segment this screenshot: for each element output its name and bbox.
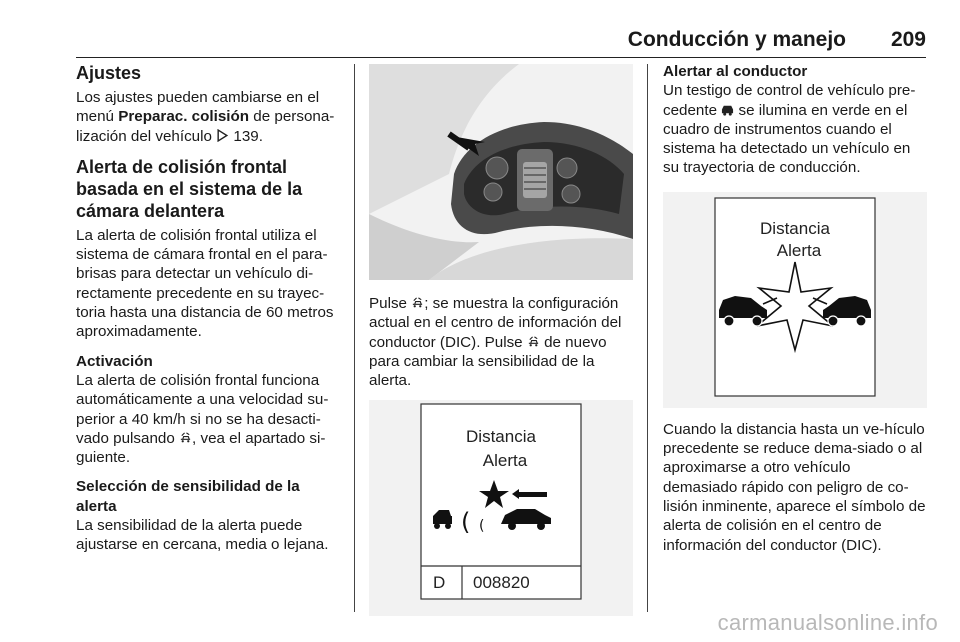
steering-wheel-illustration — [369, 64, 633, 280]
section-title: Conducción y manejo — [627, 28, 846, 51]
text-run: de nuevo para cambiar la sensibilidad de la alerta. — [369, 333, 607, 390]
menu-name: Preparac. colisión — [118, 108, 250, 126]
vehicle-ahead-icon — [721, 103, 734, 116]
heading-frontal-collision: Alerta de colisión frontal basada en el sistema de la cámara delantera — [76, 156, 303, 221]
text-run: ; se muestra la configuración actual en el centro de información del conductor (DIC). Pulse — [369, 295, 622, 351]
header-rule — [76, 57, 926, 58]
sensitivity-bar-1: ( — [461, 508, 471, 537]
heading-activation: Activación — [76, 352, 153, 370]
text-run: de persona-lización del vehículo — [76, 108, 335, 145]
paragraph-sensitivity: La sensibilidad de la alerta puede ajustarse en cercana, media o lejana. — [76, 517, 329, 554]
collision-alert-button-icon — [179, 431, 192, 444]
watermark: carmanualsonline.info — [717, 610, 938, 635]
paragraph-activation — [76, 371, 344, 467]
display-title-line-1: Distancia — [760, 218, 830, 238]
paragraph-driver-alert — [663, 81, 927, 177]
page-ref-icon — [216, 129, 229, 142]
heading-driver-alert: Alertar al conductor — [663, 63, 808, 80]
text-run: Pulse — [369, 295, 412, 312]
text-run: , vea el apartado si-guiente. — [76, 429, 326, 467]
text-run: se ilumina en verde en el cuadro de instrumentos cuando el sistema ha detectado un vehículo en su trayectoria de conducción. — [663, 101, 911, 177]
column-divider-2 — [647, 64, 648, 612]
column-3 — [663, 62, 927, 555]
sensitivity-bar-2: ( — [479, 518, 485, 535]
column-1 — [76, 62, 344, 555]
text-run: La alerta de colisión frontal funciona automáticamente a una velocidad su-perior a 40 km/h si no se ha desacti-vado pulsando — [76, 371, 329, 447]
paragraph-frontal-collision: La alerta de colisión frontal utiliza el sistema de cámara frontal en el para-brisas para detectar un vehículo di-rectamente precedente en su trayec-toria hasta una distancia de 60 metros aproximadamente. — [76, 226, 334, 341]
heading-settings: Ajustes — [76, 63, 142, 83]
display-title-line-2: Alerta — [776, 240, 822, 260]
page-ref[interactable]: 139. — [233, 127, 263, 145]
page-number: 209 — [890, 28, 926, 51]
dic-sensitivity-display — [369, 400, 633, 616]
dic-collision-warning-display — [663, 192, 927, 408]
paragraph-settings — [76, 88, 344, 146]
paragraph-collision-warning: Cuando la distancia hasta un ve-hículo precedente se reduce dema-siado o al aproximarse a otro vehículo demasiado rápido con peligro de co-lisión inminente, aparece el símbolo de alerta de colisión en el centro de información del conductor (DIC). — [663, 420, 926, 554]
column-2 — [369, 62, 633, 616]
display-title-line-2: Alerta — [482, 451, 528, 471]
display-title-line-1: Distancia — [466, 427, 536, 447]
collision-alert-button-icon — [411, 296, 424, 309]
text-run: Los ajustes pueden cambiarse en el menú — [76, 89, 320, 126]
column-divider-1 — [354, 64, 355, 612]
display-code-number: 008820 — [473, 573, 530, 593]
collision-alert-button-icon — [527, 335, 540, 348]
page-header — [76, 22, 926, 58]
paragraph-press-button — [369, 294, 633, 390]
heading-sensitivity: Selección de sensibilidad de la alerta — [76, 478, 300, 515]
display-code-prefix: D — [433, 573, 446, 593]
text-run: Un testigo de control de vehículo pre-cedente — [663, 82, 916, 119]
